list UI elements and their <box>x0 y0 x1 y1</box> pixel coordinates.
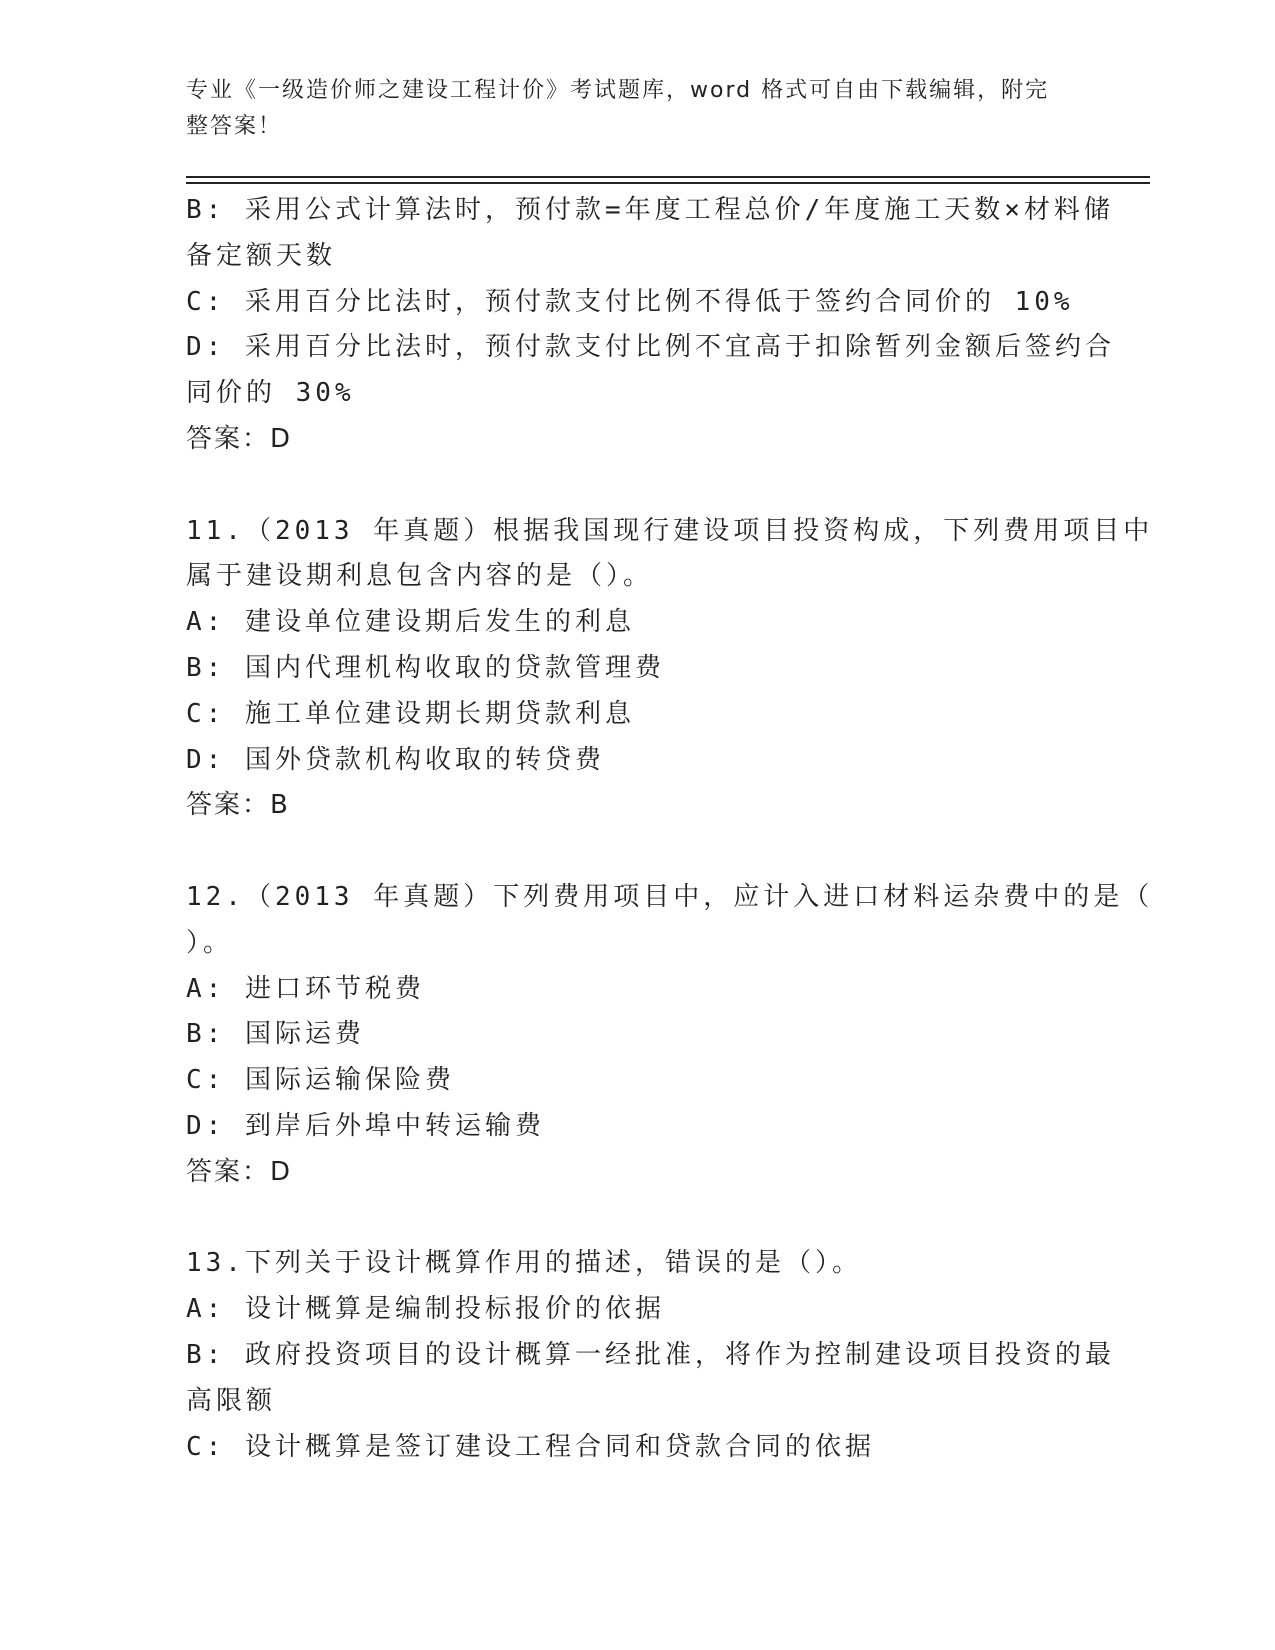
option-c: C: 施工单位建设期长期贷款利息 <box>186 698 635 729</box>
question-stem-line-1: 12.（2013 年真题）下列费用项目中，应计入进口材料运杂费中的是（ <box>186 881 1154 912</box>
question-content <box>186 188 1154 1470</box>
spacer <box>186 463 1086 509</box>
question-13 <box>186 1241 1115 1470</box>
option-c: C: 国际运输保险费 <box>186 1065 455 1096</box>
option-a: A: 进口环节税费 <box>186 973 425 1004</box>
answer: 答案：D <box>186 423 293 454</box>
option-d-line-1: D: 采用百分比法时，预付款支付比例不宜高于扣除暂列金额后签约合 <box>186 332 1115 363</box>
spacer <box>186 1196 1086 1242</box>
option-b-line-2: 备定额天数 <box>186 240 337 271</box>
header-divider-bottom <box>186 182 1150 184</box>
header-line-1: 专业《一级造价师之建设工程计价》考试题库，word 格式可自由下载编辑，附完 <box>186 78 1050 103</box>
option-d-line-2: 同价的 30% <box>186 378 355 409</box>
option-c: C: 采用百分比法时，预付款支付比例不得低于签约合同价的 10% <box>186 286 1074 317</box>
question-stem-line-2: ）。 <box>186 927 234 958</box>
question-stem-line-1: 11.（2013 年真题）根据我国现行建设项目投资构成，下列费用项目中 <box>186 515 1154 546</box>
option-d: D: 国外贷款机构收取的转贷费 <box>186 744 605 775</box>
spacer <box>186 829 1086 875</box>
question-stem-line-2: 属于建设期利息包含内容的是（）。 <box>186 561 654 592</box>
header-line-2: 整答案！ <box>186 114 283 139</box>
option-b: B: 国内代理机构收取的贷款管理费 <box>186 652 665 683</box>
option-a: A: 设计概算是编制投标报价的依据 <box>186 1294 665 1325</box>
option-d: D: 到岸后外埠中转运输费 <box>186 1110 545 1141</box>
option-b-line-1: B: 政府投资项目的设计概算一经批准，将作为控制建设项目投资的最 <box>186 1339 1115 1370</box>
question-stem: 13.下列关于设计概算作用的描述，错误的是（）。 <box>186 1248 862 1279</box>
answer: 答案：B <box>186 790 290 821</box>
question-11 <box>186 509 1154 830</box>
answer: 答案：D <box>186 1156 293 1187</box>
document-header <box>186 73 1066 145</box>
option-b-line-2: 高限额 <box>186 1385 277 1416</box>
question-12 <box>186 875 1154 1196</box>
previous-question-block <box>186 188 1115 463</box>
header-divider-top <box>186 176 1150 178</box>
option-b-line-1: B: 采用公式计算法时，预付款=年度工程总价/年度施工天数×材料储 <box>186 195 1114 225</box>
option-a: A: 建设单位建设期后发生的利息 <box>186 607 635 638</box>
option-b: B: 国际运费 <box>186 1019 365 1050</box>
option-c: C: 设计概算是签订建设工程合同和贷款合同的依据 <box>186 1431 875 1462</box>
